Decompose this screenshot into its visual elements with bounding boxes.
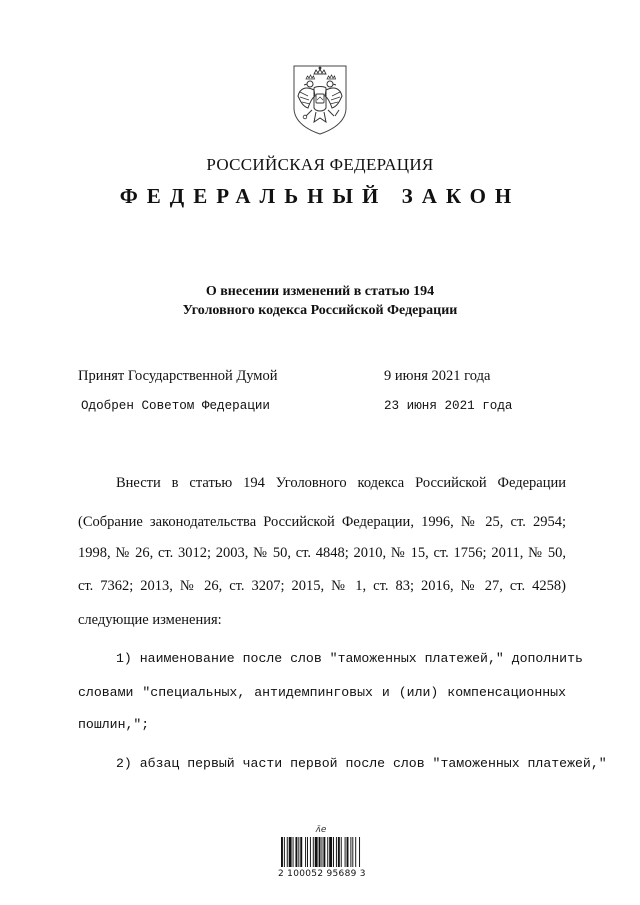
- barcode-bar: [341, 837, 342, 867]
- barcode-bar: [287, 837, 288, 867]
- barcode-bar: [321, 837, 322, 867]
- barcode-bar: [313, 837, 314, 867]
- document-type-heading: ФЕДЕРАЛЬНЫЙ ЗАКОН: [119, 184, 521, 208]
- barcode-bar: [333, 837, 334, 867]
- barcode-bar: [350, 837, 351, 867]
- barcode-bar: [298, 837, 299, 867]
- barcode-bar: [352, 837, 353, 867]
- barcode-bar: [347, 837, 349, 867]
- barcode-bar: [319, 837, 321, 867]
- body-line: словами "специальных, антидемпинговых и (или) компенсационных: [78, 685, 566, 700]
- council-approval-date: 23 июня 2021 года: [384, 399, 513, 413]
- barcode-bar: [323, 837, 325, 867]
- body-line: 2) абзац первый части первой после слов "таможенных платежей,": [116, 756, 607, 771]
- body-line: 1998, № 26, ст. 3012; 2003, № 50, ст. 4848; 2010, № 15, ст. 1756; 2011, № 50,: [78, 545, 566, 561]
- barcode-bar: [315, 837, 318, 867]
- duma-adoption-label: Принят Государственной Думой: [78, 368, 278, 384]
- barcode-bar: [307, 837, 308, 867]
- barcode-bar: [289, 837, 292, 867]
- body-line: ст. 7362; 2013, № 26, ст. 3207; 2015, № 1, ст. 83; 2016, № 27, ст. 4258): [78, 578, 566, 594]
- body-line: (Собрание законодательства Российской Федерации, 1996, № 25, ст. 2954;: [78, 514, 566, 530]
- law-title: [0, 282, 640, 320]
- russian-coat-of-arms-emblem: [288, 62, 352, 136]
- barcode-bar: [305, 837, 306, 867]
- barcode-bar: [359, 837, 360, 867]
- barcode-bar: [281, 837, 283, 867]
- barcode-handwritten-mark: ʌ̄e: [315, 825, 327, 835]
- barcode-number: 2 100052 95689 3: [278, 869, 366, 879]
- law-title-line-1: О внесении изменений в статью 194: [205, 284, 435, 299]
- barcode-bar: [284, 837, 285, 867]
- barcode-bar: [295, 837, 297, 867]
- body-line: Внести в статью 194 Уголовного кодекса Российской Федерации: [116, 475, 566, 491]
- barcode: [281, 837, 361, 867]
- duma-adoption-date: 9 июня 2021 года: [384, 368, 491, 384]
- body-line: пошлин,";: [78, 717, 150, 732]
- barcode-bar: [338, 837, 340, 867]
- body-line: 1) наименование после слов "таможенных платежей," дополнить: [116, 651, 583, 666]
- council-approval-label: Одобрен Советом Федерации: [81, 399, 270, 413]
- barcode-bar: [336, 837, 337, 867]
- country-heading: РОССИЙСКАЯ ФЕДЕРАЦИЯ: [206, 155, 434, 174]
- barcode-bar: [310, 837, 311, 867]
- barcode-bar: [345, 837, 346, 867]
- law-title-line-2: Уголовного кодекса Российской Федерации: [182, 303, 458, 318]
- body-line: следующие изменения:: [78, 612, 222, 628]
- barcode-bar: [293, 837, 294, 867]
- barcode-bar: [355, 837, 356, 867]
- barcode-bar: [327, 837, 328, 867]
- barcode-bar: [300, 837, 302, 867]
- barcode-bar: [329, 837, 332, 867]
